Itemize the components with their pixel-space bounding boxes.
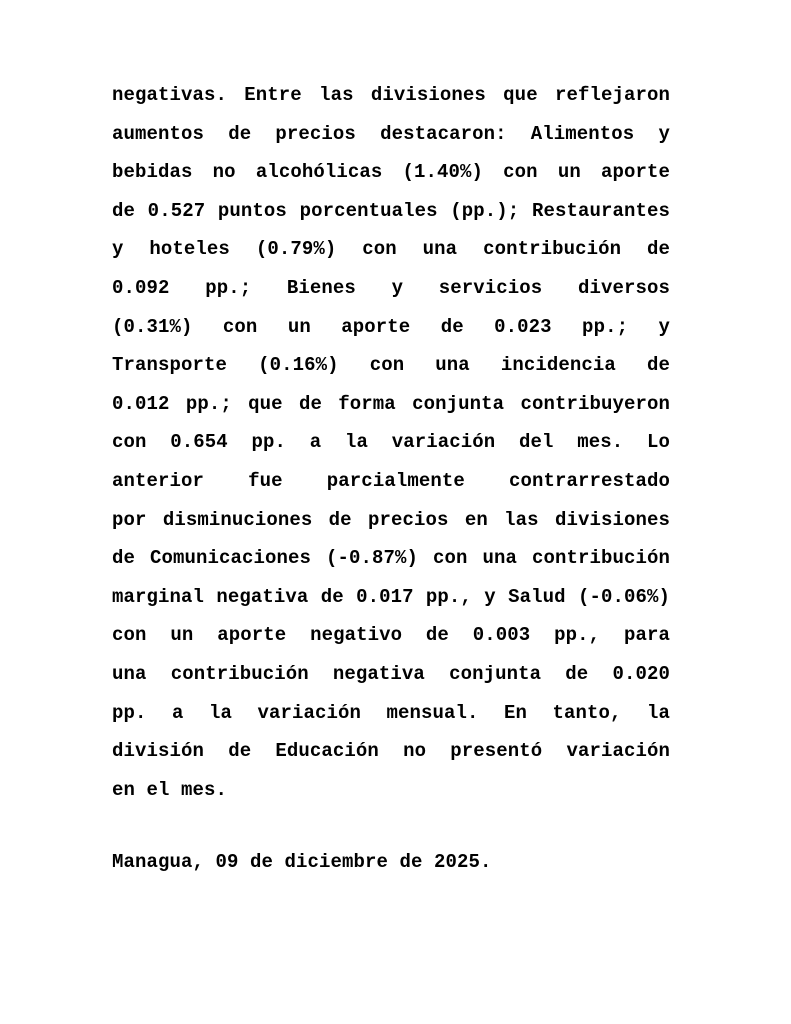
body-paragraph — [112, 76, 670, 809]
paragraph-line: negativas. Entre las divisiones que reflejaron — [112, 84, 670, 106]
paragraph-line: anterior fue parcialmente contrarrestado — [112, 469, 670, 492]
document-page — [112, 76, 670, 882]
paragraph-line: 0.092 pp.; Bienes y servicios diversos — [112, 276, 670, 299]
paragraph-line: de Comunicaciones (-0.87%) con una contribución — [112, 547, 670, 570]
paragraph-line: 0.012 pp.; que de forma conjunta contribuyeron — [112, 392, 670, 415]
paragraph-line: de 0.527 puntos porcentuales (pp.); Restaurantes — [112, 199, 670, 222]
paragraph-line: en el mes. — [112, 778, 228, 801]
paragraph-line: y hoteles (0.79%) con una contribución de — [112, 238, 670, 261]
paragraph-line: por disminuciones de precios en las divisiones — [112, 508, 670, 531]
paragraph-line: pp. a la variación mensual. En tanto, la — [112, 701, 670, 724]
paragraph-line: (0.31%) con un aporte de 0.023 pp.; y — [112, 315, 670, 338]
paragraph-line: marginal negativa de 0.017 pp., y Salud (-0.06%) — [112, 585, 670, 608]
paragraph-line: una contribución negativa conjunta de 0.020 — [112, 662, 670, 685]
paragraph-line: Transporte (0.16%) con una incidencia de — [112, 354, 670, 377]
dateline: Managua, 09 de diciembre de 2025. — [112, 851, 492, 874]
paragraph-line: división de Educación no presentó variación — [112, 740, 670, 763]
paragraph-line: aumentos de precios destacaron: Alimentos y — [112, 122, 670, 145]
paragraph-line: con un aporte negativo de 0.003 pp., para — [112, 624, 670, 647]
paragraph-line: con 0.654 pp. a la variación del mes. Lo — [112, 431, 670, 454]
paragraph-line: bebidas no alcohólicas (1.40%) con un aporte — [112, 161, 670, 184]
